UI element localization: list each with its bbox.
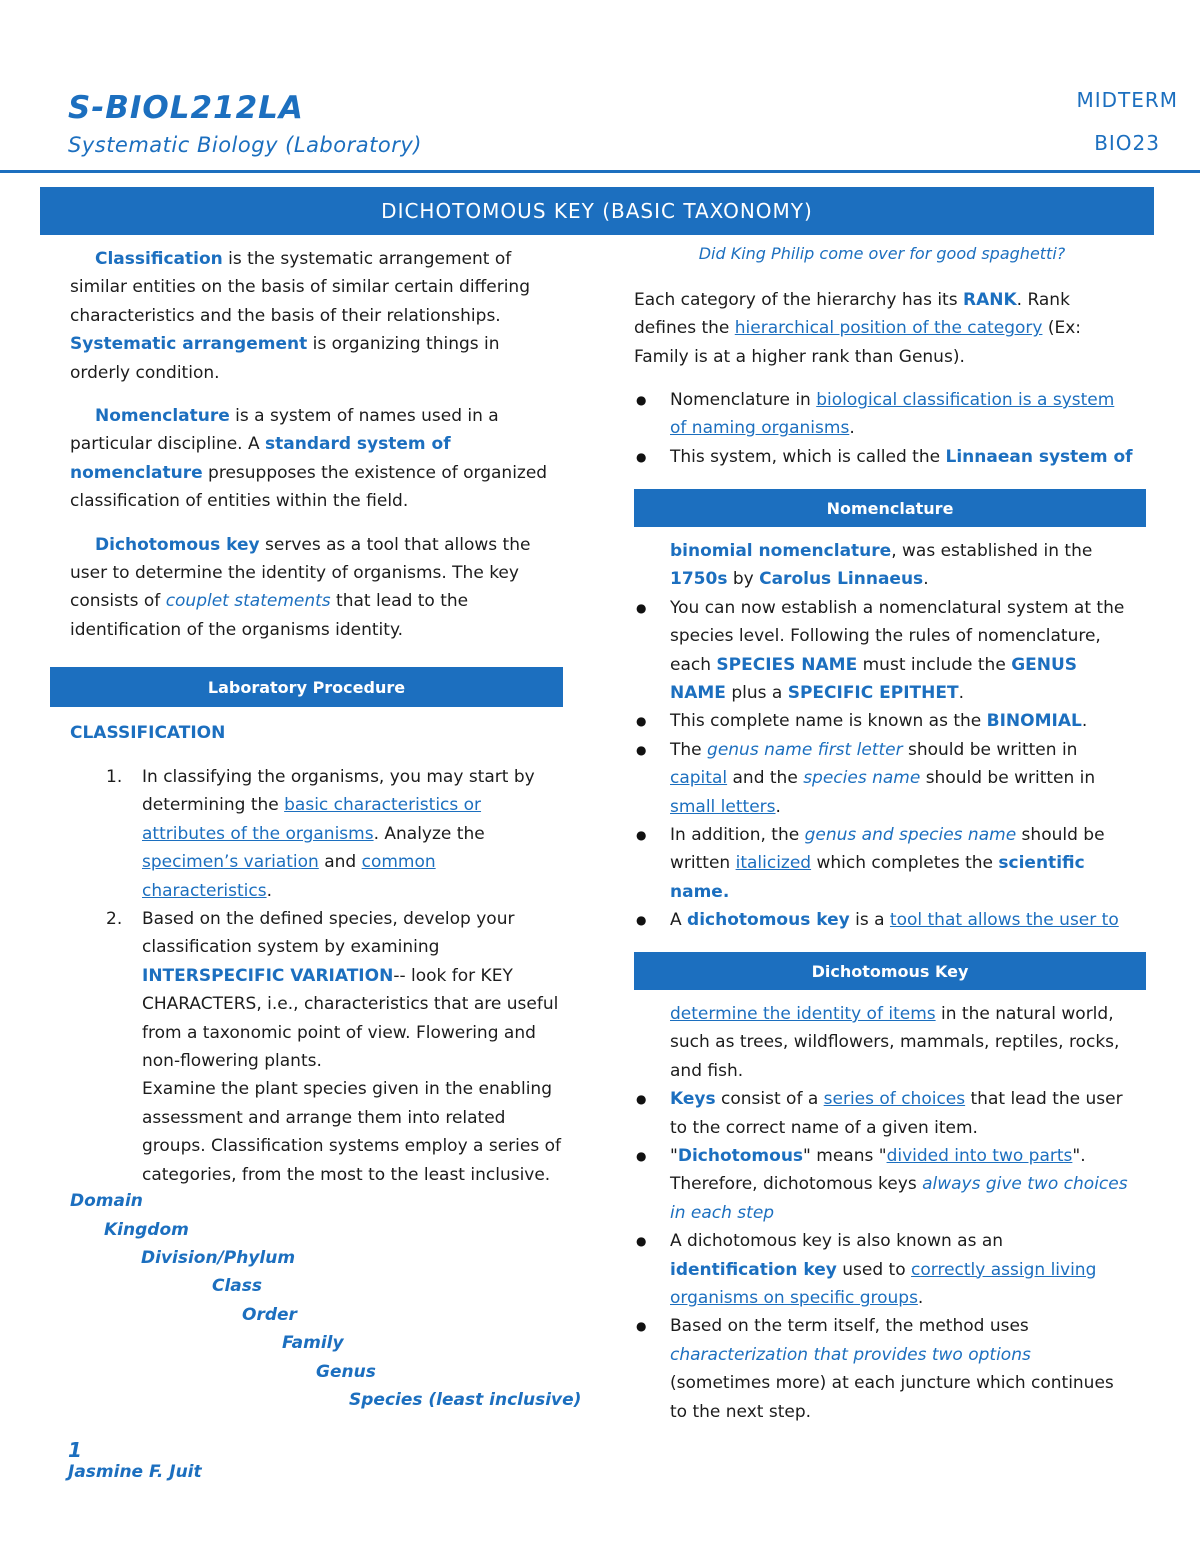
nomenclature-bullets <box>634 537 1134 935</box>
text: (Ex: Family is at a higher rank than Genus). <box>634 318 1082 367</box>
link-specimen-variation[interactable]: specimen’s variation <box>142 852 319 873</box>
step-number: 2. <box>106 909 123 930</box>
text: Nomenclature in <box>670 390 817 410</box>
lab-procedure-box <box>50 667 563 707</box>
page-number: 1 <box>68 1438 82 1462</box>
banner-title: DICHOTOMOUS KEY (BASIC TAXONOMY) <box>381 199 813 223</box>
step-number: 1. <box>106 767 123 787</box>
text: must include the <box>857 654 1012 675</box>
text: This system, which is called the <box>670 446 946 467</box>
text: which completes the <box>811 853 999 874</box>
mnemonic: Did King Philip come over for good spaghetti? <box>698 244 1066 263</box>
bullet-keys <box>634 1085 1134 1142</box>
term-scientific-name: scientific name. <box>670 853 1085 902</box>
text: A <box>670 910 688 931</box>
text: The <box>670 739 708 760</box>
taxon-family: Family <box>282 1333 344 1353</box>
term-characterization: characterization that provides two options <box>670 1344 1031 1365</box>
text: should be written in <box>902 739 1078 760</box>
text: In classifying the organisms, you may start by determining the <box>142 767 535 816</box>
text: presupposes the existence of organized classification of entities within the field. <box>70 462 548 512</box>
term-1750s: 1750s <box>670 569 728 590</box>
link-basic-characteristics[interactable]: basic characteristics or attributes of the organisms <box>142 795 482 844</box>
term-couplet-statements: couplet statements <box>165 591 331 612</box>
step-1 <box>70 763 564 905</box>
link-capital[interactable]: capital <box>670 768 728 789</box>
bullet-species-name <box>634 594 1134 708</box>
bullet-linnaean <box>634 443 1134 471</box>
term-dichotomous: Dichotomous <box>677 1146 804 1167</box>
term-genus-first-letter: genus name first letter <box>707 739 903 760</box>
text: , was established in the <box>891 541 1093 561</box>
text: in the natural world, such as trees, wildflowers, mammals, reptiles, rocks, and fish. <box>670 1004 1120 1081</box>
text: that lead the user to the correct name of a given item. <box>670 1089 1123 1138</box>
term-label: MIDTERM <box>1076 88 1178 112</box>
term-nomenclature: Nomenclature <box>95 406 230 427</box>
rank-paragraph <box>634 286 1134 371</box>
link-common-characteristics[interactable]: common characteristics <box>142 852 436 901</box>
text: is organizing things in orderly condition. <box>70 334 500 383</box>
term-linnaean-system: Linnaean system of <box>945 446 1133 467</box>
text: In addition, the <box>670 825 805 846</box>
term-genus-name: GENUS NAME <box>670 654 1078 704</box>
taxon-genus: Genus <box>316 1362 376 1382</box>
text: should be written in <box>920 768 1096 789</box>
nomenclature-box <box>634 489 1146 527</box>
text: is the systematic arrangement of similar entities on the basis of similar certain differing characteristics and the basis of their relationships. <box>70 249 530 326</box>
bullet-nomenclature <box>634 386 1134 443</box>
term-carolus-linnaeus: Carolus Linnaeus <box>759 569 924 590</box>
course-title: Systematic Biology (Laboratory) <box>68 133 422 157</box>
link-divided-into-two-parts[interactable]: divided into two parts <box>886 1146 1073 1167</box>
text: . <box>266 880 272 901</box>
bullet-dichotomous-tool <box>634 906 1134 934</box>
text: should be written <box>670 825 1105 874</box>
term-dichotomous-key: Dichotomous key <box>95 534 260 555</box>
text: You can now establish a nomenclatural system at the species level. Following the rules of nomenclature, each <box>670 597 1125 675</box>
text: " means " <box>803 1146 887 1167</box>
text: . Analyze the <box>373 823 485 844</box>
text: plus a <box>725 683 788 704</box>
header-divider <box>0 170 1200 173</box>
text: serves as a tool that allows the user to determine the identity of organisms. The key consists of <box>70 534 531 612</box>
term-genus-species-name: genus and species name <box>804 825 1017 846</box>
title-banner <box>40 187 1154 235</box>
term-two-choices: always give two choices in each step <box>670 1174 1128 1223</box>
taxon-order: Order <box>242 1305 297 1325</box>
term-interspecific-variation: INTERSPECIFIC VARIATION <box>142 965 394 986</box>
text: Each category of the hierarchy has its <box>634 290 963 310</box>
term-identification-key: identification key <box>670 1259 837 1280</box>
term-standard-system: standard system of nomenclature <box>70 434 451 483</box>
text: . Rank defines the <box>634 290 1070 339</box>
bullet-method <box>634 1312 1134 1426</box>
text: (sometimes more) at each juncture which continues to the next step. <box>670 1373 1114 1422</box>
left-column <box>70 245 556 644</box>
term-rank: RANK <box>962 290 1017 310</box>
taxon-domain: Domain <box>70 1191 143 1211</box>
text: and <box>318 852 362 873</box>
text: -- look for KEY CHARACTERS, i.e., characteristics that are useful from a taxonomic point of view. Flowering and non-flowering plants. <box>142 965 559 1072</box>
text: . <box>775 796 781 817</box>
taxon-class: Class <box>212 1276 263 1296</box>
text: . <box>917 1288 924 1309</box>
term-specific-epithet: SPECIFIC EPITHET <box>787 683 959 704</box>
continued-text <box>634 537 1134 594</box>
bullet-capitalization <box>634 736 1134 821</box>
text: . <box>923 569 929 590</box>
nomenclature-box-label: Nomenclature <box>826 498 954 518</box>
term-keys: Keys <box>670 1089 716 1110</box>
text: used to <box>836 1259 912 1280</box>
term-classification: Classification <box>95 249 223 269</box>
bullet-binomial <box>634 707 1134 735</box>
taxon-species: Species (least inclusive) <box>349 1390 582 1410</box>
classification-paragraph <box>70 245 556 387</box>
nomenclature-bullets-top <box>634 386 1134 471</box>
link-tool-allows-user[interactable]: tool that allows the user to <box>889 910 1119 931</box>
text: . <box>1081 711 1088 732</box>
text: consist of a <box>715 1089 824 1110</box>
bullet-italicized <box>634 821 1134 906</box>
text: . <box>958 683 964 704</box>
bullet-identification-key <box>634 1227 1134 1312</box>
text: and the <box>727 768 804 789</box>
term-species-name-italic: species name <box>803 768 921 789</box>
text: This complete name is known as the <box>670 711 987 732</box>
term-dichotomous-key: dichotomous key <box>687 910 850 931</box>
section-label: BIO23 <box>1094 131 1160 155</box>
lab-procedure-label: Laboratory Procedure <box>207 677 406 697</box>
link-small-letters[interactable]: small letters <box>670 796 776 817</box>
text: A dichotomous key is also known as an <box>670 1231 1004 1252</box>
continued-text <box>634 1000 1134 1085</box>
taxon-division-phylum: Division/Phylum <box>141 1248 296 1268</box>
text: ". Therefore, dichotomous keys <box>670 1146 1086 1195</box>
link-assign-organisms[interactable]: correctly assign living organisms on specific groups <box>670 1259 1097 1309</box>
text: that lead to the identification of the organisms identity. <box>70 591 469 640</box>
text: Examine the plant species given in the enabling assessment and arrange them into related groups. Classification systems employ a series of categories, from the most to the least inclusive. <box>142 1079 561 1185</box>
bullet-dichotomous-meaning <box>634 1142 1134 1227</box>
link-italicized[interactable]: italicized <box>735 853 812 874</box>
classification-heading: CLASSIFICATION <box>70 723 226 743</box>
course-code: S-BIOL212LA <box>68 90 304 126</box>
link-naming-organisms[interactable]: biological classification is a system of naming organisms <box>670 390 1115 439</box>
link-identity-of-items[interactable]: determine the identity of items <box>670 1004 936 1024</box>
text: Based on the term itself, the method uses <box>670 1316 1029 1337</box>
term-binomial-nomenclature: binomial nomenclature <box>670 541 892 561</box>
dichotomous-key-paragraph <box>70 531 556 645</box>
dichotomous-key-box <box>634 952 1146 990</box>
taxon-kingdom: Kingdom <box>104 1220 189 1240</box>
text: is a system of names used in a particular discipline. A <box>70 406 499 455</box>
link-series-of-choices[interactable]: series of choices <box>823 1089 966 1110</box>
text: is a <box>849 910 890 931</box>
text: " <box>670 1146 678 1167</box>
dichotomous-bullets <box>634 1000 1134 1426</box>
text: Based on the defined species, develop your classification system by examining <box>142 909 515 958</box>
author-name: Jasmine F. Juit <box>68 1462 202 1482</box>
dichotomous-key-box-label: Dichotomous Key <box>811 961 969 981</box>
term-binomial: BINOMIAL <box>986 711 1082 732</box>
term-systematic-arrangement: Systematic arrangement <box>70 334 308 355</box>
link-hierarchical-position[interactable]: hierarchical position of the category <box>734 318 1043 339</box>
procedure-steps <box>70 763 564 1189</box>
step-2 <box>70 905 564 1189</box>
term-species-name: SPECIES NAME <box>716 654 858 675</box>
text: . <box>849 418 855 439</box>
text: by <box>727 569 760 590</box>
nomenclature-paragraph <box>70 402 556 516</box>
